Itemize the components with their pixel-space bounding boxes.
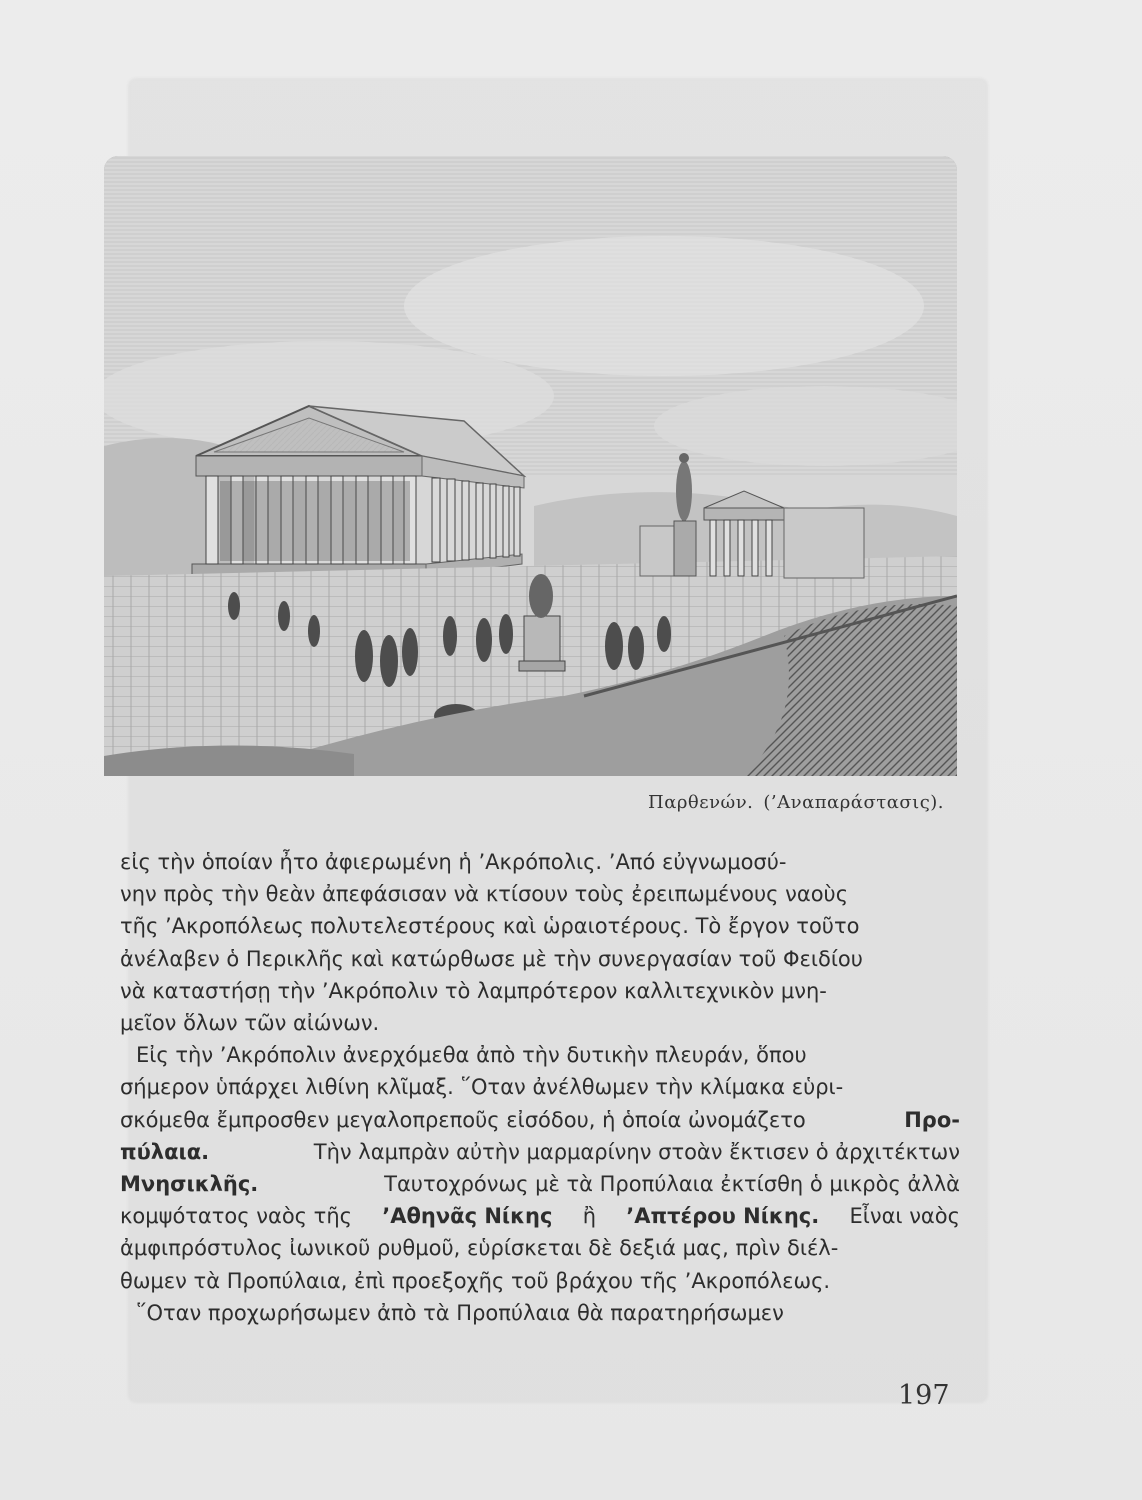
- text-line-content: σκόμεθα ἔμπροσθεν μεγαλοπρεποῦς εἰσόδου, ἡ ὁποία ὠνομάζετο: [120, 1107, 806, 1132]
- text-line-content: εἰς τὴν ὁποίαν ἦτο ἀφιερωμένη ἡ ’Ακρόπολις. ’Από εὐγνωμοσύ-: [120, 850, 787, 874]
- propylaea-term-start: Προ-: [904, 1107, 960, 1132]
- text-line-content: κομψότατος ναὸς τῆς: [120, 1204, 352, 1229]
- text-line-content: ἀμφιπρόστυλος ἰωνικοῦ ρυθμοῦ, εὑρίσκεται δὲ δεξιά μας, πρὶν διέλ-: [120, 1236, 839, 1261]
- text-line: [120, 878, 960, 910]
- athena-nike-term: ’Αθηνᾶς Νίκης: [382, 1204, 553, 1229]
- page-number: 197: [898, 1380, 950, 1411]
- caption-subtitle: (’Αναπαράστασις).: [763, 792, 945, 813]
- text-line-content: ἢ: [582, 1204, 596, 1229]
- text-line: [120, 1297, 960, 1329]
- text-line-content: Εἶναι ναὸς: [849, 1204, 960, 1229]
- figure-caption: [648, 792, 944, 813]
- apteros-nike-term: ’Απτέρου Νίκης.: [626, 1204, 820, 1229]
- text-line: [120, 1104, 960, 1136]
- text-line-content: Εἰς τὴν ’Ακρόπολιν ἀνερχόμεθα ἀπὸ τὴν δυτικὴν πλευράν, ὅπου: [136, 1043, 807, 1068]
- text-line: [120, 975, 960, 1007]
- text-line-content: νὰ καταστήσῃ τὴν ’Ακρόπολιν τὸ λαμπρότερον καλλιτεχνικὸν μνη-: [120, 978, 827, 1003]
- text-line: [120, 943, 960, 975]
- text-line-content: νην πρὸς τὴν θεὰν ἀπεφάσισαν νὰ κτίσουν τοὺς ἐρειπωμένους ναοὺς: [120, 882, 849, 907]
- parthenon-engraving: [104, 156, 957, 776]
- text-line-content: ῞Οταν προχωρήσωμεν ἀπὸ τὰ Προπύλαια θὰ παρατηρήσωμεν: [136, 1300, 784, 1325]
- text-line-content: θωμεν τὰ Προπύλαια, ἐπὶ προεξοχῆς τοῦ βράχου τῆς ’Ακροπόλεως.: [120, 1268, 831, 1293]
- text-line: [120, 1232, 960, 1264]
- text-line-content: μεῖον ὅλων τῶν αἰώνων.: [120, 1011, 380, 1036]
- mnesicles-term: Μνησικλῆς.: [120, 1172, 259, 1197]
- text-line-content: ἀνέλαβεν ὁ Περικλῆς καὶ κατώρθωσε μὲ τὴν συνεργασίαν τοῦ Φειδίου: [120, 946, 863, 971]
- text-line: [120, 910, 960, 942]
- text-line-content: Ταυτοχρόνως μὲ τὰ Προπύλαια ἐκτίσθη ὁ μικρὸς ἀλλὰ: [384, 1172, 960, 1197]
- propylaea-term-end: πύλαια.: [120, 1139, 210, 1164]
- caption-title: Παρθενών.: [648, 792, 754, 813]
- text-line: [120, 1007, 960, 1039]
- text-line: [120, 1039, 960, 1071]
- text-line: [120, 1200, 960, 1232]
- text-line: [120, 1136, 960, 1168]
- text-line-content: τῆς ’Ακροπόλεως πολυτελεστέρους καὶ ὡραιοτέρους. Τὸ ἔργον τοῦτο: [120, 914, 860, 939]
- text-line: [120, 1071, 960, 1103]
- text-line: [120, 846, 960, 878]
- text-line: [120, 1265, 960, 1297]
- body-text: [120, 846, 960, 1329]
- text-line-content: σήμερον ὑπάρχει λιθίνη κλῖμαξ. ῞Οταν ἀνέλθωμεν τὴν κλίμακα εὑρι-: [120, 1075, 844, 1100]
- text-line-content: Τὴν λαμπρὰν αὐτὴν μαρμαρίνην στοὰν ἔκτισεν ὁ ἀρχιτέκτων: [313, 1139, 960, 1164]
- text-line: [120, 1168, 960, 1200]
